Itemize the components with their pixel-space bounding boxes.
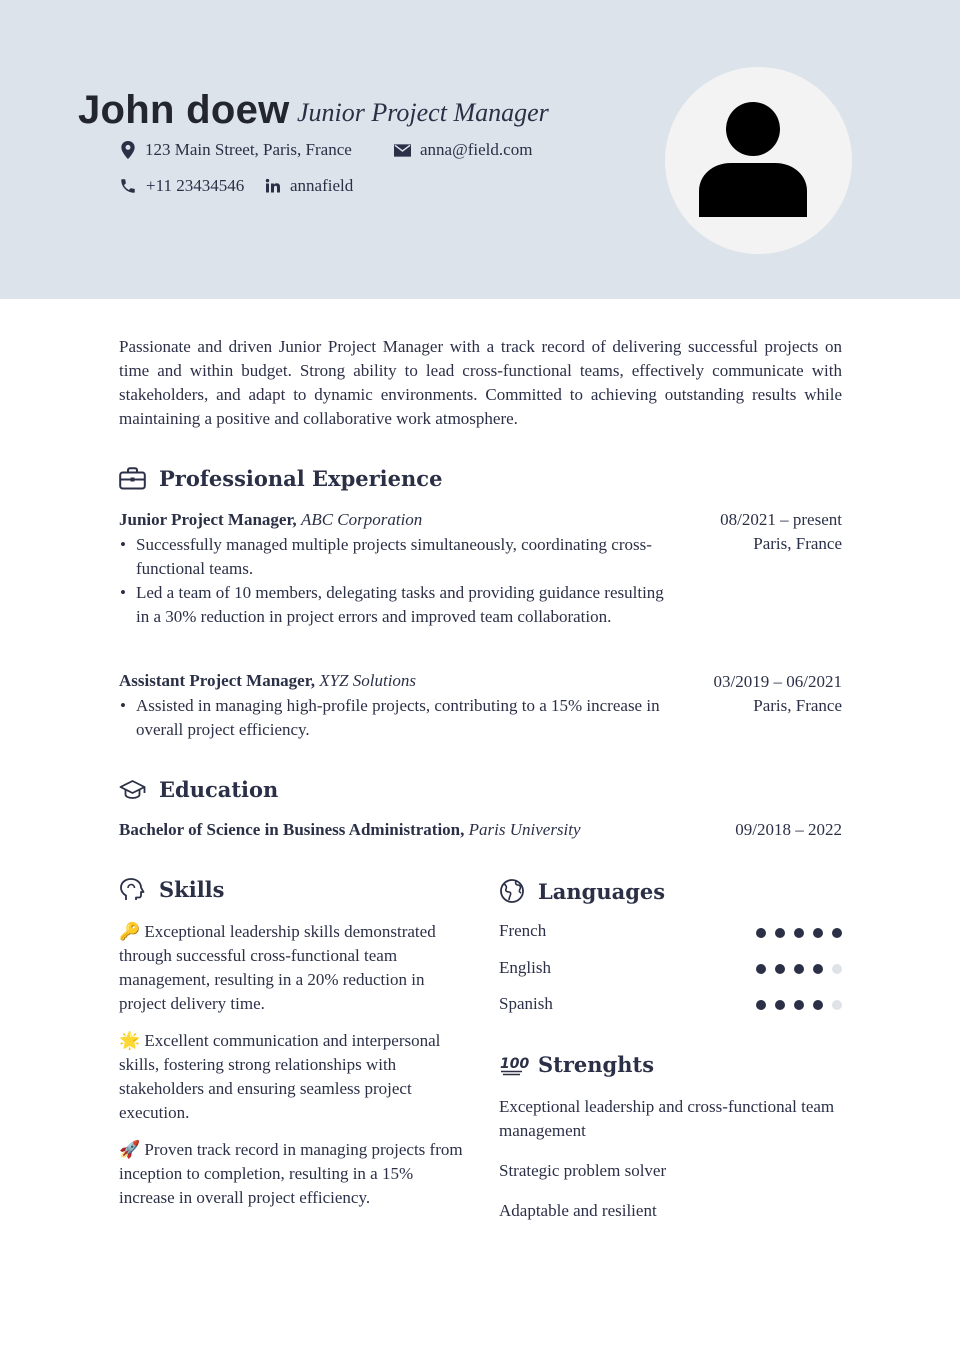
- education-dates: 09/2018 – 2022: [735, 820, 842, 839]
- languages-title: Languages: [538, 878, 666, 904]
- strength-3: Adaptable and resilient: [499, 1201, 657, 1220]
- language-rating: [756, 928, 851, 938]
- contact-phone[interactable]: [119, 176, 244, 196]
- job-2-dates: 03/2019 – 06/2021: [713, 672, 842, 691]
- rating-dot-filled: [756, 928, 766, 938]
- job-1-position: Junior Project Manager,: [119, 510, 297, 529]
- rating-dot-filled: [794, 928, 804, 938]
- language-rating: [756, 1000, 851, 1010]
- contact-linkedin[interactable]: [265, 176, 353, 196]
- language-name: English: [499, 958, 551, 977]
- graduation-cap-icon: [119, 779, 146, 801]
- address-text: 123 Main Street, Paris, France: [145, 140, 352, 159]
- rating-dot-empty: [832, 1000, 842, 1010]
- rating-dot-empty: [832, 964, 842, 974]
- experience-heading: [119, 466, 442, 491]
- job-1-dates: 08/2021 – present: [720, 510, 842, 529]
- job-1-location: Paris, France: [753, 534, 842, 553]
- profile-summary: Passionate and driven Junior Project Manager with a track record of delivering successful projects on time and within budget. Strong ability to lead cross-functional teams, effectively communicate with stakeholders, and adapt to dynamic environments. Committed to achieving outstanding results while maintaining a positive and collaborative work atmosphere.: [119, 337, 842, 428]
- svg-text:100: 100: [500, 1055, 530, 1072]
- job-1-bullet-2: • Led a team of 10 members, delegating tasks and providing guidance resulting in a 30% reduction in project errors and improved team collaboration.: [119, 581, 667, 629]
- globe-icon: [499, 878, 525, 904]
- rating-dot-filled: [794, 964, 804, 974]
- strengths-heading: [499, 1052, 654, 1077]
- rating-dot-filled: [756, 1000, 766, 1010]
- strengths-title: Strenghts: [538, 1052, 655, 1077]
- skill-2: 🌟 Excellent communication and interpersonal skills, fostering strong relationships with stakeholders and ensuring seamless project execution.: [119, 1031, 441, 1122]
- job-2-meta: [714, 670, 842, 718]
- candidate-role: Junior Project Manager: [297, 98, 549, 127]
- job-1-bullet-1: • Successfully managed multiple projects simultaneously, coordinating cross-functional teams.: [119, 533, 667, 581]
- languages-heading: [499, 878, 665, 904]
- education-degree: Bachelor of Science in Business Administration,: [119, 820, 465, 839]
- rating-dot-filled: [813, 964, 823, 974]
- strength-1: Exceptional leadership and cross-functional team management: [499, 1097, 835, 1140]
- job-1-meta: [720, 508, 842, 556]
- email-text[interactable]: anna@field.com: [420, 140, 533, 159]
- job-1-company: ABC Corporation: [300, 510, 423, 529]
- education-entry: [119, 820, 581, 840]
- experience-title: Professional Experience: [159, 466, 443, 491]
- skills-title: Skills: [159, 877, 225, 902]
- rating-dot-filled: [775, 1000, 785, 1010]
- education-school: Paris University: [468, 820, 581, 839]
- header-banner: [0, 0, 960, 299]
- rating-dot-filled: [775, 964, 785, 974]
- language-name: Spanish: [499, 994, 553, 1013]
- rating-dot-filled: [794, 1000, 804, 1010]
- rating-dot-filled: [775, 928, 785, 938]
- briefcase-icon: [119, 467, 146, 490]
- education-title: Education: [159, 777, 279, 802]
- job-2-company: XYZ Solutions: [319, 671, 417, 690]
- linkedin-text[interactable]: annafield: [290, 176, 354, 195]
- skill-3: 🚀 Proven track record in managing projects from inception to completion, resulting in a 15% increase in overall project efficiency.: [119, 1140, 463, 1207]
- job-2-bullet-1: • Assisted in managing high-profile projects, contributing to a 15% increase in overall project efficiency.: [119, 694, 667, 742]
- skills-heading: [119, 877, 224, 902]
- rating-dot-filled: [813, 1000, 823, 1010]
- rating-dot-filled: [832, 928, 842, 938]
- rating-dot-filled: [813, 928, 823, 938]
- phone-text[interactable]: +11 23434546: [146, 176, 245, 195]
- job-1-bullets: [119, 533, 667, 629]
- job-2-header: [119, 671, 416, 691]
- language-name: French: [499, 921, 547, 940]
- hundred-points-icon: [499, 1053, 530, 1077]
- contact-address: [120, 140, 352, 160]
- user-silhouette-icon: [665, 67, 852, 254]
- brain-head-icon: [119, 877, 146, 902]
- job-1-header: [119, 510, 422, 530]
- avatar: [665, 67, 852, 254]
- language-rating: [756, 964, 851, 974]
- job-2-bullets: [119, 694, 667, 742]
- candidate-name: John doew: [78, 88, 290, 132]
- job-2-location: Paris, France: [753, 696, 842, 715]
- rating-dot-filled: [756, 964, 766, 974]
- email-icon: [394, 144, 411, 157]
- linkedin-icon: [265, 178, 281, 194]
- contact-email[interactable]: [394, 140, 532, 160]
- skill-1: 🔑 Exceptional leadership skills demonstrated through successful cross-functional team management, resulting in a 20% reduction in project delivery time.: [119, 922, 436, 1013]
- job-2-position: Assistant Project Manager,: [119, 671, 315, 690]
- strength-2: Strategic problem solver: [499, 1161, 667, 1180]
- education-heading: [119, 777, 278, 802]
- phone-icon: [119, 177, 137, 195]
- location-pin-icon: [120, 141, 136, 160]
